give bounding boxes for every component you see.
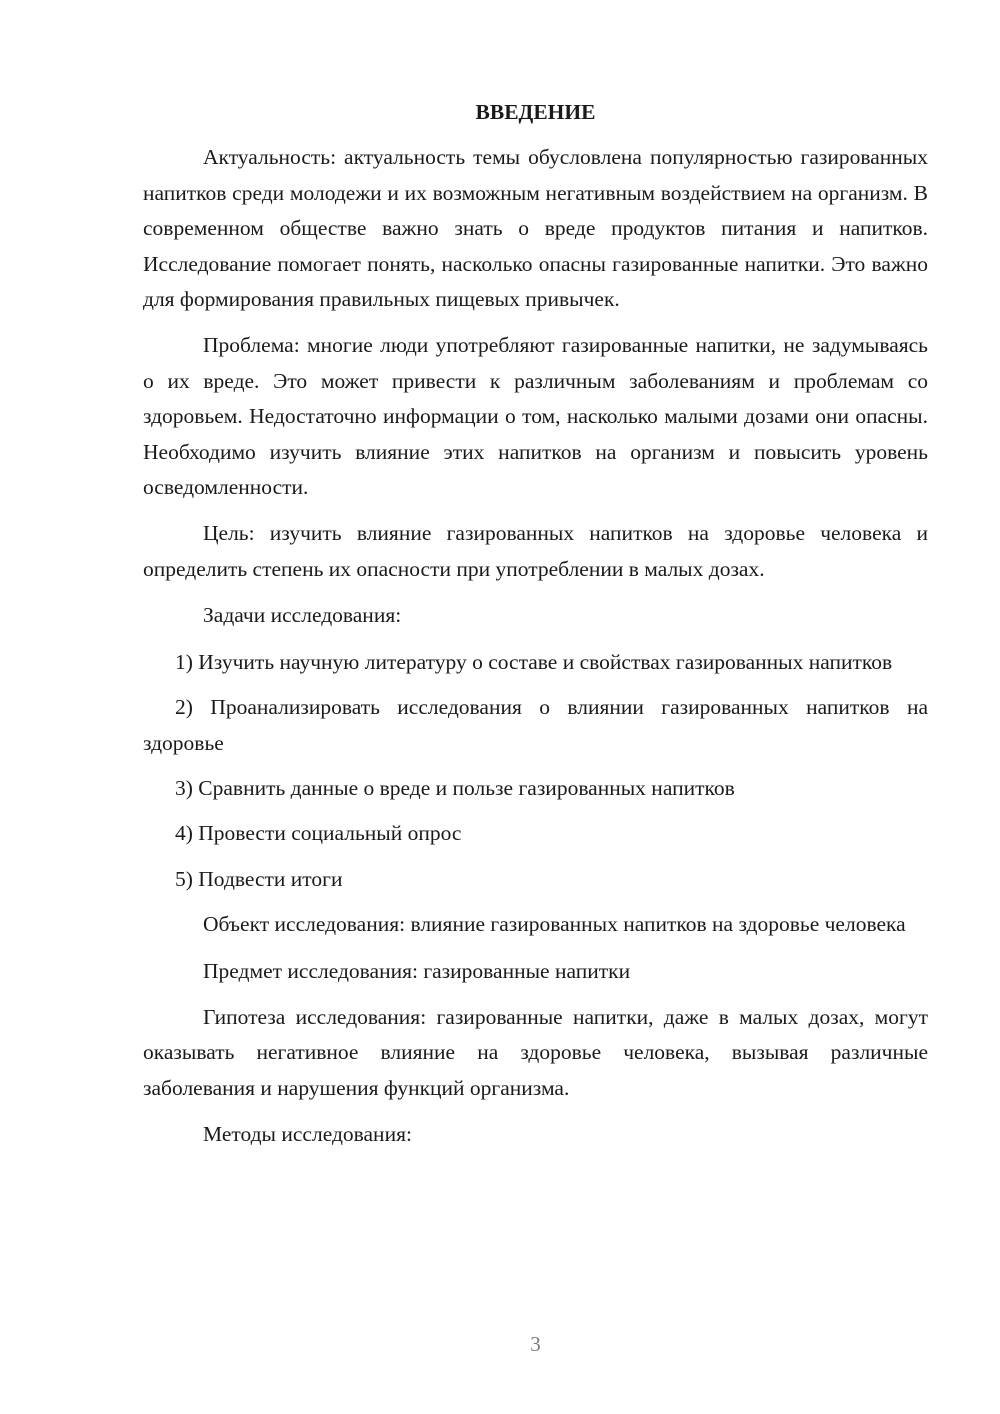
list-item: 2) Проанализировать исследования о влиянии газированных напитков на здоровье xyxy=(143,695,928,755)
tasks-list xyxy=(143,645,928,897)
page-number: 3 xyxy=(530,1332,541,1356)
page-title: ВВЕДЕНИЕ xyxy=(475,100,596,124)
tasks-heading: Задачи исследования: xyxy=(203,603,402,628)
list-item: 4) Провести социальный опрос xyxy=(175,821,462,846)
list-item: 3) Сравнить данные о вреде и пользе газированных напитков xyxy=(175,775,735,800)
object-paragraph: Объект исследования: влияние газированных напитков на здоровье человека xyxy=(203,912,906,937)
document-page xyxy=(143,95,928,1164)
problem-paragraph: Проблема: многие люди употребляют газированные напитки, не задумываясь о их вреде. Это может привести к различным заболеваниям и проблемам со здоровьем. Недостаточно информации о том, насколько малыми дозами они опасны. Необходимо изучить влияние этих напитков на организм и повысить уровень осведомленности. xyxy=(143,333,928,500)
subject-paragraph: Предмет исследования: газированные напитки xyxy=(203,958,631,983)
list-item: 1) Изучить научную литературу о составе и свойствах газированных напитков xyxy=(175,649,893,674)
actuality-paragraph: Актуальность: актуальность темы обусловлена популярностью газированных напитков среди молодежи и их возможным негативным воздействием на организм. В современном обществе важно знать о вреде продуктов питания и напитков. Исследование помогает понять, насколько опасны газированные напитки. Это важно для формирования правильных пищевых привычек. xyxy=(143,145,928,312)
hypothesis-paragraph: Гипотеза исследования: газированные напитки, даже в малых дозах, могут оказывать негативное влияние на здоровье человека, вызывая различные заболевания и нарушения функций организма. xyxy=(143,1004,928,1100)
methods-heading: Методы исследования: xyxy=(203,1122,412,1147)
goal-paragraph: Цель: изучить влияние газированных напитков на здоровье человека и определить степень их опасности при употреблении в малых дозах. xyxy=(143,521,928,581)
list-item: 5) Подвести итоги xyxy=(175,866,343,891)
